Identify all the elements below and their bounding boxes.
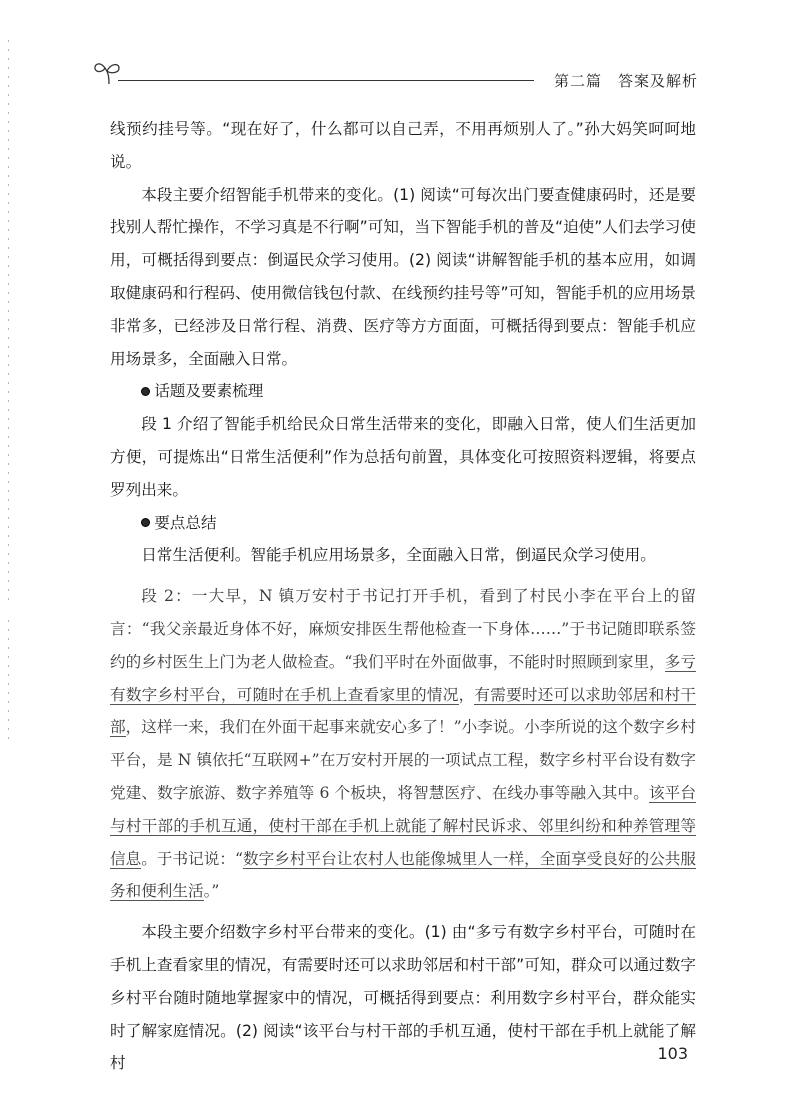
topic-paragraph: 段 1 介绍了智能手机给民众日常生活带来的变化，即融入日常，使人们生活更加方便，可提炼出“日常生活便利”作为总括句前置，具体变化可按照资料逻辑，将要点罗列出来。 [110, 415, 696, 499]
underlined-phrase-1: 多亏有数字乡村平台，可随时在手机上查看家里的情况 [110, 652, 696, 704]
source-text: ， [458, 685, 475, 704]
bullet-icon [141, 518, 150, 527]
summary-paragraph: 日常生活便利。智能手机应用场景多，全面融入日常，倒逼民众学习使用。 [141, 546, 656, 565]
underlined-phrase-4: 数字乡村平台让农村人也能像城里人一样，全面享受良好的公共服务和便利生活 [110, 849, 696, 901]
heading-topic-label: 话题及要素梳理 [154, 382, 264, 401]
scan-edge-marks [8, 40, 9, 600]
scan-edge-marks-lower [8, 620, 9, 740]
gap [110, 572, 696, 580]
heading-summary [110, 507, 696, 540]
paragraph-1: 线预约挂号等。“现在好了，什么都可以自己弄，不用再烦别人了。”孙大妈笑呵呵地说。 [110, 120, 696, 171]
gap [110, 908, 696, 916]
source-text: 段 2：一大早，N 镇万安村于书记打开手机，看到了村民小李在平台上的留言：“我父亲最近身体不好，麻烦安排医生帮他检查一下身体……”于书记随即联系签约的乡村医生上门为老人做检查。“我们平时在外面做事，不能时时照顾到家里， [110, 587, 696, 671]
analysis-paragraph-2: 本段主要介绍数字乡村平台带来的变化。(1) 由“多亏有数字乡村平台，可随时在手机上查看家里的情况，有需要时还可以求助邻居和村干部”可知，群众可以通过数字乡村平台随时随地掌握家中的情况，可概括得到要点：利用数字乡村平台，群众能实时了解家庭情况。(2) 阅读“该平台与村干部的手机互通，使村干部在手机上就能了解村 [110, 923, 696, 1073]
source-paragraph-2 [110, 580, 696, 908]
page-header [92, 58, 704, 98]
source-text: ，这样一来，我们在外面干起事来就安心多了！”小李说。小李所说的这个数字乡村平台，是 N 镇依托“互联网+”在万安村开展的一项试点工程，数字乡村平台设有数字党建、数字旅游、数字养殖等 6 个板块，将智慧医疗、在线办事等融入其中。 [110, 718, 696, 802]
source-text: 。于书记说：“ [141, 849, 243, 868]
section-title: 第二篇 答案及解析 [553, 72, 698, 90]
heading-summary-label: 要点总结 [154, 513, 217, 532]
bullet-icon [141, 387, 150, 396]
page-body [110, 113, 696, 1080]
underlined-phrase-3: 该平台与村干部的手机互通，使村干部在手机上就能了解村民诉求、邻里纠纷和种养管理等信息 [110, 783, 696, 868]
header-rule [118, 80, 534, 81]
source-text: 。” [203, 882, 220, 901]
sprout-icon [92, 58, 126, 88]
page-number: 103 [657, 1044, 688, 1063]
analysis-paragraph-1: 本段主要介绍智能手机带来的变化。(1) 阅读“可每次出门要查健康码时，还是要找别人帮忙操作，不学习真是不行啊”可知，当下智能手机的普及“迫使”人们去学习使用，可概括得到要点：倒逼民众学习使用。(2) 阅读“讲解智能手机的基本应用，如调取健康码和行程码、使用微信钱包付款、在线预约挂号等”可知，智能手机的应用场景非常多，已经涉及日常行程、消费、医疗等方方面面，可概括得到要点：智能手机应用场景多，全面融入日常。 [110, 185, 696, 368]
heading-topic [110, 375, 696, 408]
underlined-phrase-2: 有需要时还可以求助邻居和村干部 [110, 685, 696, 737]
